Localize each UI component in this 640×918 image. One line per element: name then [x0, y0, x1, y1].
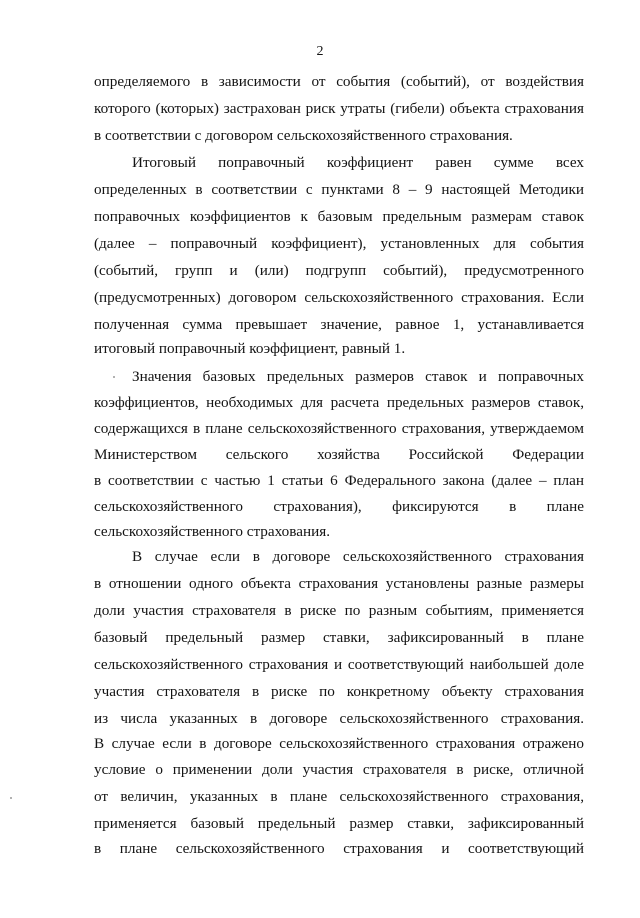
text-line: сельскохозяйственного страхования.: [94, 523, 331, 540]
text-line: условие о применении доли участия страхователя в риске, отличной: [94, 761, 584, 778]
text-line: сельскохозяйственного страхования и соответствующий наибольшей доле: [94, 656, 584, 673]
text-line: в плане сельскохозяйственного страхования и соответствующий: [94, 840, 584, 857]
text-line: в соответствии с договором сельскохозяйственного страхования.: [94, 127, 513, 144]
text-line: которого (которых) застрахован риск утраты (гибели) объекта страхования: [94, 100, 584, 117]
text-line: сельскохозяйственного страхования), фиксируются в плане: [94, 498, 584, 515]
text-line: коэффициентов, необходимых для расчета предельных размеров ставок,: [94, 394, 584, 411]
text-line: из числа указанных в договоре сельскохозяйственного страхования.: [94, 710, 584, 727]
paragraph-first-line: В случае если в договоре сельскохозяйственного страхования: [132, 548, 584, 565]
text-line: применяется базовый предельный размер ставки, зафиксированный: [94, 815, 584, 832]
text-line: доли участия страхователя в риске по разным событиям, применяется: [94, 602, 584, 619]
text-line: определяемого в зависимости от события (событий), от воздействия: [94, 73, 584, 90]
text-line: (предусмотренных) договором сельскохозяйственного страхования. Если: [94, 289, 584, 306]
text-line: (далее – поправочный коэффициент), установленных для события: [94, 235, 584, 252]
text-line: определенных в соответствии с пунктами 8 – 9 настоящей Методики: [94, 181, 584, 198]
text-line: итоговый поправочный коэффициент, равный 1.: [94, 340, 406, 357]
text-line: в отношении одного объекта страхования установлены разные размеры: [94, 575, 584, 592]
scan-speck: [113, 376, 115, 378]
text-line: участия страхователя в риске по конкретному объекту страхования: [94, 683, 584, 700]
text-line: в соответствии с частью 1 статьи 6 Федерального закона (далее – план: [94, 472, 584, 489]
paragraph-first-line: Значения базовых предельных размеров ставок и поправочных: [132, 368, 584, 385]
text-line: поправочных коэффициентов к базовым предельным размерам ставок: [94, 208, 584, 225]
paragraph-first-line: Итоговый поправочный коэффициент равен сумме всех: [132, 154, 584, 171]
scan-speck: [10, 797, 12, 799]
text-line: (событий, групп и (или) подгрупп событий), предусмотренного: [94, 262, 584, 279]
text-line: от величин, указанных в плане сельскохозяйственного страхования,: [94, 788, 584, 805]
text-line: полученная сумма превышает значение, равное 1, устанавливается: [94, 316, 584, 333]
text-line: В случае если в договоре сельскохозяйственного страхования отражено: [94, 735, 584, 752]
text-line: Министерством сельского хозяйства Российской Федерации: [94, 446, 584, 463]
page-number: 2: [316, 44, 324, 59]
text-line: содержащихся в плане сельскохозяйственного страхования, утверждаемом: [94, 420, 584, 437]
text-line: базовый предельный размер ставки, зафиксированный в плане: [94, 629, 584, 646]
